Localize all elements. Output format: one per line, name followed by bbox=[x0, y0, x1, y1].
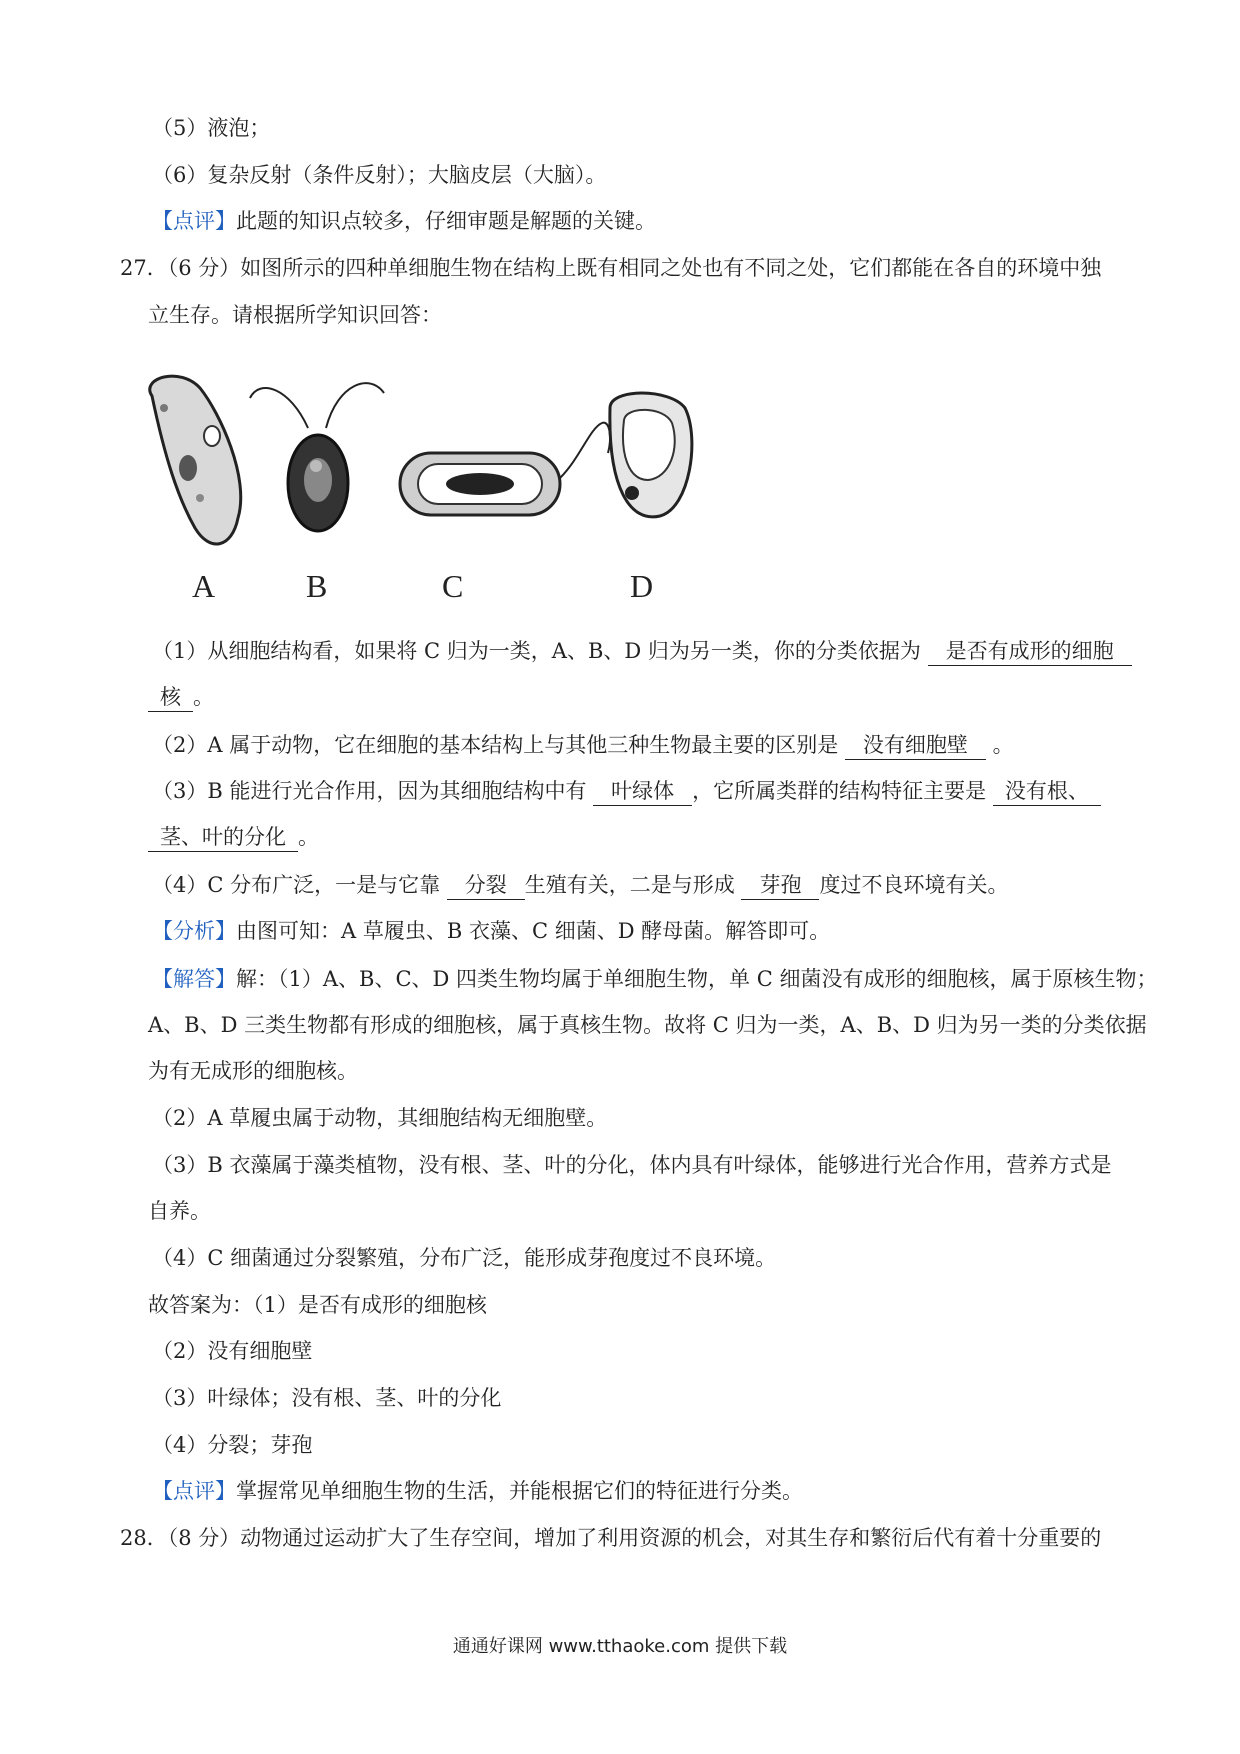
paramecium-drawing bbox=[150, 376, 241, 544]
final-answer-4: （4）分裂；芽孢 bbox=[152, 1433, 313, 1457]
part2-text: （2）A 属于动物，它在细胞的基本结构上与其他三种生物最主要的区别是 bbox=[152, 733, 839, 757]
answer-tag: 【解答】 bbox=[152, 967, 236, 991]
figure-label-a: A bbox=[192, 568, 216, 604]
part1-end: 。 bbox=[193, 685, 214, 709]
part2-answer-blank: 没有细胞壁 bbox=[845, 731, 986, 760]
review-line-26 bbox=[152, 206, 656, 236]
part1-answer-blank: 是否有成形的细胞 bbox=[928, 637, 1132, 666]
analysis-text: 由图可知：A 草履虫、B 衣藻、C 细菌、D 酵母菌。解答即可。 bbox=[236, 919, 831, 943]
part3-end: 。 bbox=[298, 825, 319, 849]
figure-label-c: C bbox=[442, 568, 464, 604]
bacterium-drawing bbox=[400, 423, 610, 515]
figure-label-b: B bbox=[306, 568, 328, 604]
review-line-27 bbox=[152, 1476, 803, 1506]
question-27-part4 bbox=[152, 870, 1008, 900]
review-tag-27: 【点评】 bbox=[152, 1479, 236, 1503]
final-answer-2: （2）没有细胞壁 bbox=[152, 1339, 313, 1363]
part1-answer-blank-cont: 核 bbox=[148, 683, 193, 712]
answer-line-b: A、B、D 三类生物都有形成的细胞核，属于真核生物。故将 C 归为一类，A、B、D 归为另一类的分类依据 bbox=[148, 1013, 1147, 1037]
question-27-header: 27．（6 分）如图所示的四种单细胞生物在结构上既有相同之处也有不同之处，它们都能在各自的环境中独 bbox=[120, 256, 1102, 280]
answer-line-3a: （3）B 衣藻属于藻类植物，没有根、茎、叶的分化，体内具有叶绿体，能够进行光合作用，营养方式是 bbox=[152, 1153, 1112, 1177]
review-text-27: 掌握常见单细胞生物的生活，并能根据它们的特征进行分类。 bbox=[236, 1479, 803, 1503]
answer-line-a bbox=[152, 964, 1157, 994]
part3-text-b: ，它所属类群的结构特征主要是 bbox=[692, 779, 987, 803]
question-27-part1-cont bbox=[148, 682, 214, 712]
final-answer-1: 故答案为：（1）是否有成形的细胞核 bbox=[148, 1293, 487, 1317]
figure-label-d: D bbox=[630, 568, 654, 604]
question-27-part1 bbox=[152, 636, 1132, 666]
answer-line-4: （4）C 细菌通过分裂繁殖，分布广泛，能形成芽孢度过不良环境。 bbox=[152, 1246, 777, 1270]
part3-text-a: （3）B 能进行光合作用，因为其细胞结构中有 bbox=[152, 779, 587, 803]
part4-text-a: （4）C 分布广泛，一是与它靠 bbox=[152, 873, 441, 897]
part1-text: （1）从细胞结构看，如果将 C 归为一类，A、B、D 归为另一类，你的分类依据为 bbox=[152, 639, 921, 663]
page-footer: 通通好课网 www.tthaoke.com 提供下载 bbox=[452, 1636, 788, 1657]
answer-line-3b: 自养。 bbox=[148, 1199, 211, 1223]
review-tag: 【点评】 bbox=[152, 209, 236, 233]
answer-line-c: 为有无成形的细胞核。 bbox=[148, 1059, 358, 1083]
part4-answer-blank-1: 分裂 bbox=[447, 871, 525, 900]
question-27-part3-cont bbox=[148, 822, 319, 852]
cell-figure-drawing bbox=[140, 368, 820, 618]
final-answer-3: （3）叶绿体；没有根、茎、叶的分化 bbox=[152, 1386, 502, 1410]
part3-answer-blank-2-cont: 茎、叶的分化 bbox=[148, 823, 298, 852]
part4-text-b: 生殖有关，二是与形成 bbox=[524, 873, 735, 897]
analysis-line bbox=[152, 916, 830, 946]
chlamydomonas-drawing bbox=[250, 383, 384, 531]
part3-answer-blank-2: 没有根、 bbox=[993, 777, 1101, 806]
analysis-tag: 【分析】 bbox=[152, 919, 236, 943]
question-27-part3 bbox=[152, 776, 1101, 806]
review-text: 此题的知识点较多，仔细审题是解题的关键。 bbox=[236, 209, 656, 233]
yeast-drawing bbox=[610, 393, 692, 517]
cell-figure bbox=[140, 368, 820, 618]
answer-line-5: （5）液泡； bbox=[152, 116, 271, 140]
part3-answer-blank-1: 叶绿体 bbox=[593, 777, 692, 806]
answer-text-a: 解：（1）A、B、C、D 四类生物均属于单细胞生物，单 C 细菌没有成形的细胞核，属于原核生物； bbox=[236, 967, 1158, 991]
question-27-header-cont: 立生存。请根据所学知识回答： bbox=[148, 303, 442, 327]
question-27-part2 bbox=[152, 730, 1014, 760]
part4-answer-blank-2: 芽孢 bbox=[741, 871, 819, 900]
answer-line-6: （6）复杂反射（条件反射）；大脑皮层（大脑）。 bbox=[152, 163, 607, 187]
part2-end: 。 bbox=[992, 733, 1014, 757]
answer-line-2: （2）A 草履虫属于动物，其细胞结构无细胞壁。 bbox=[152, 1106, 608, 1130]
part4-text-c: 度过不良环境有关。 bbox=[819, 873, 1009, 897]
question-28-header: 28．（8 分）动物通过运动扩大了生存空间，增加了利用资源的机会，对其生存和繁衍后代有着十分重要的 bbox=[120, 1526, 1102, 1550]
